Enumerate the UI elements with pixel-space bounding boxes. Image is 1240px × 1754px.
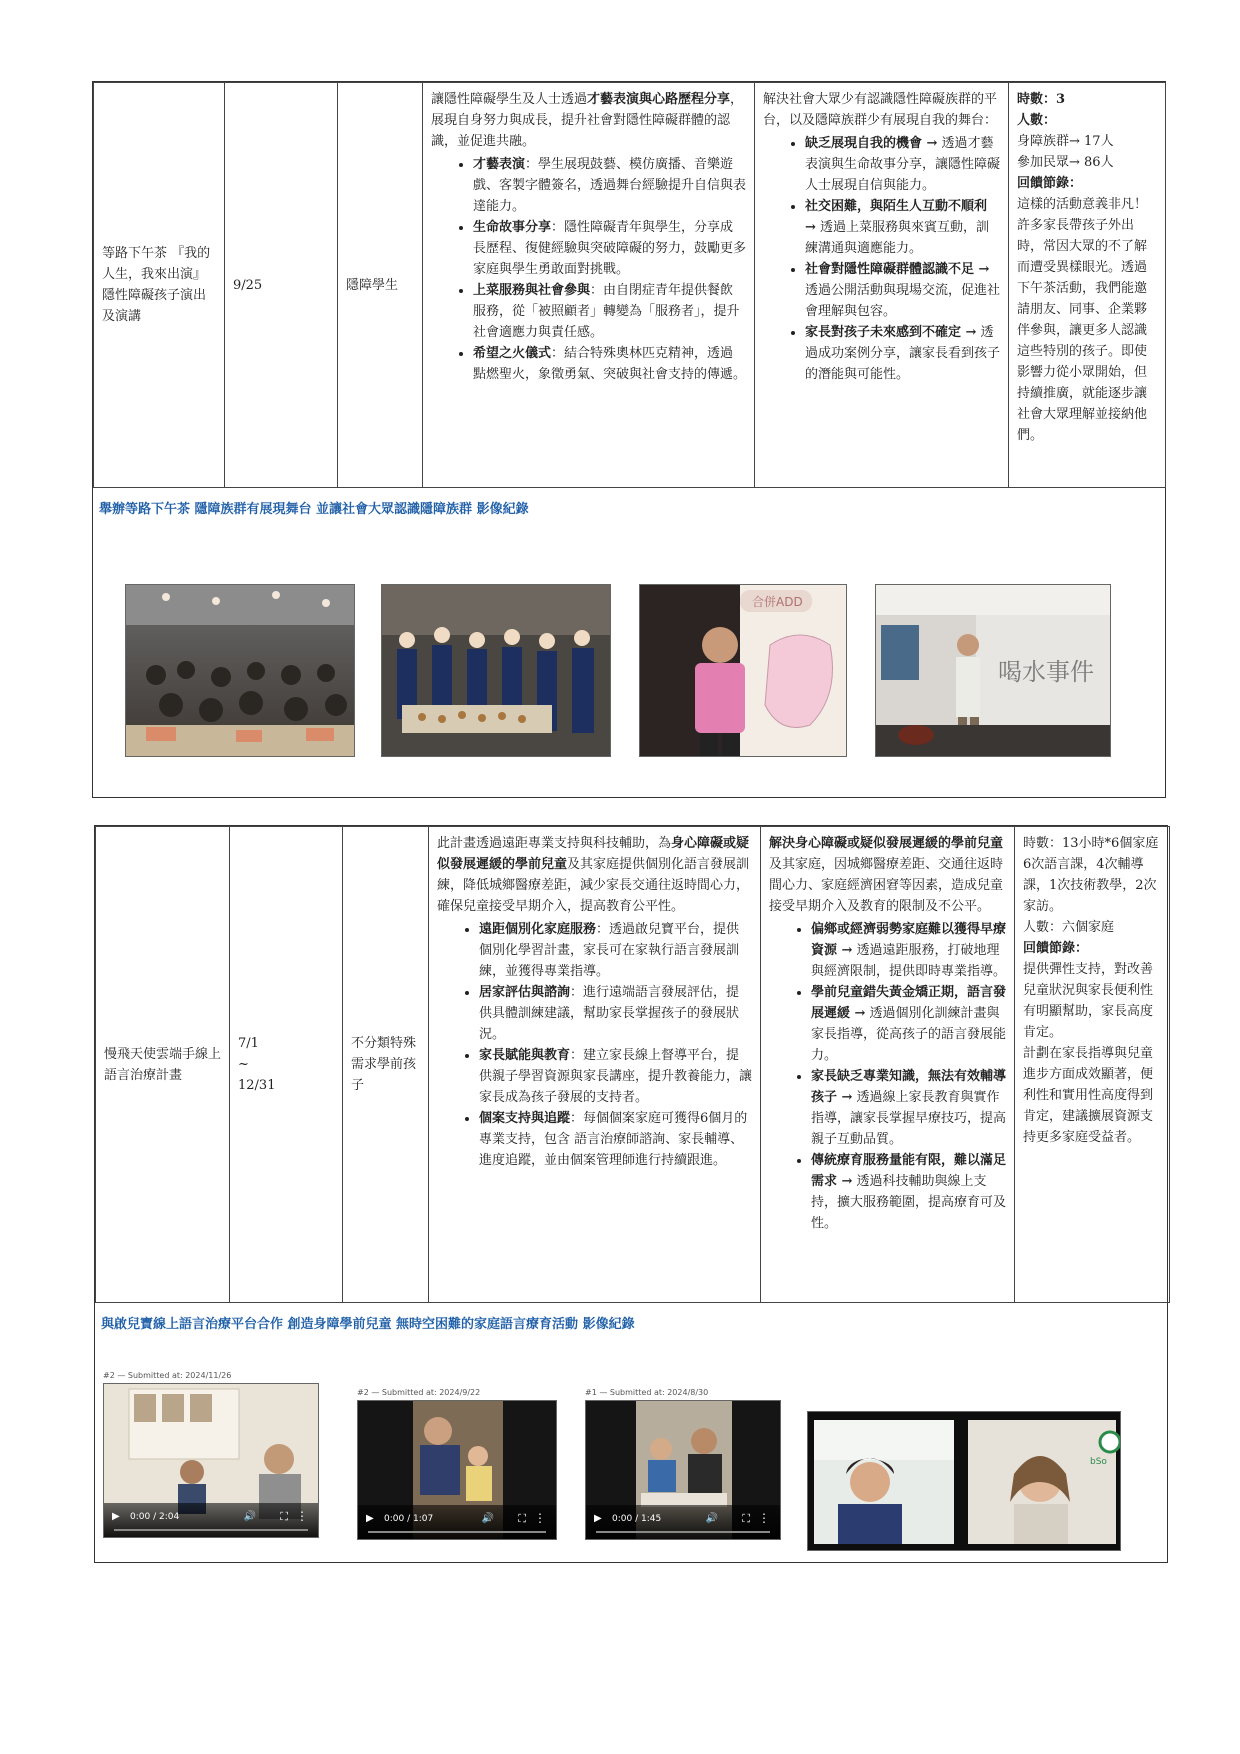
people-count-2: 參加民眾→ 86人 bbox=[1017, 155, 1114, 170]
service-team-photo bbox=[381, 584, 611, 757]
list-item: • 傳統療育服務量能有限，難以滿足需求 → 透過科技輔助與線上支持，擴大服務範圍，提高療育可及性。 bbox=[811, 1150, 1006, 1234]
crowd-photo bbox=[125, 584, 355, 757]
play-icon[interactable]: ▶ bbox=[112, 1511, 120, 1522]
activity-target: 不分類特殊需求學前孩子 bbox=[351, 1036, 417, 1093]
list-item: • 個案支持與追蹤：每個個案家庭可獲得6個月的專業支持，包含 語言治療師諮詢、家長輔導、進度追蹤，並由個案管理師進行持續跟進。 bbox=[479, 1108, 752, 1171]
feedback-label: 回饋節錄： bbox=[1017, 176, 1083, 191]
list-item: • 才藝表演：學生展現鼓藝、模仿廣播、音樂遊戲、客製字體簽名，透過舞台經驗提升自信與表達能力。 bbox=[473, 154, 746, 217]
problem-bullets bbox=[763, 133, 1000, 385]
list-item: • 家長賦能與教育：建立家長線上督導平台，提供親子學習資源與家長講座，提升教養能力，讓家長成為孩子發展的支持者。 bbox=[479, 1045, 752, 1108]
video-player[interactable] bbox=[357, 1400, 557, 1540]
activity-target: 隱障學生 bbox=[346, 277, 399, 293]
content-bullets bbox=[431, 154, 746, 385]
gallery-title-1: 舉辦等路下午茶 隱障族群有展現舞台 並讓社會大眾認識隱障族群 影像紀錄 bbox=[99, 502, 529, 517]
activity-table-2 bbox=[95, 826, 1170, 1303]
video-call-image bbox=[808, 1412, 1121, 1551]
feedback-text-1: 提供彈性支持，對改善兒童狀況與家長便利性有明顯幫助，家長高度肯定。 bbox=[1023, 962, 1154, 1040]
gallery-title-2: 與啟兒寶線上語言治療平台合作 創造身障學前兒童 無時空困難的家庭語言療育活動 影像紀錄 bbox=[101, 1317, 635, 1332]
girl-speech-image bbox=[640, 585, 847, 757]
problem-intro: 解決身心障礙或疑似發展遲緩的學前兒童及其家庭，因城鄉醫療差距、交通往返時間心力、家庭經濟困窘等因素，造成兒童接受早期介入及教育的限制及不公平。 bbox=[769, 836, 1004, 914]
activity-target-cell bbox=[343, 827, 429, 1303]
list-item: • 缺乏展現自我的機會 → 透過才藝表演與生命故事分享，讓隱性障礙人士展現自信與能力。 bbox=[805, 133, 1000, 196]
video-player[interactable] bbox=[585, 1400, 781, 1540]
play-icon[interactable]: ▶ bbox=[594, 1513, 602, 1524]
list-item: • 偏鄉或經濟弱勢家庭難以獲得早療資源 → 透過遠距服務，打破地理與經濟限制，提供即時專業指導。 bbox=[811, 919, 1006, 982]
service-team-image bbox=[382, 585, 611, 757]
video-time: 0:00 / 2:04 bbox=[130, 1512, 180, 1522]
activity-date-cell bbox=[225, 83, 338, 488]
hours-detail: 6次語言課，4次輔導課，1次技術教學，2次家訪。 bbox=[1023, 857, 1157, 914]
more-icon[interactable]: ⋮ bbox=[296, 1509, 308, 1523]
activity-content-cell bbox=[423, 83, 755, 488]
people-label: 人數：六個家庭 bbox=[1023, 920, 1115, 935]
table-row bbox=[94, 83, 1166, 488]
girl-speech-photo bbox=[639, 584, 847, 757]
table-row bbox=[96, 827, 1170, 1303]
video-progress-track[interactable] bbox=[596, 1531, 770, 1533]
slide-text: 喝水事件 bbox=[998, 658, 1094, 686]
list-item: • 生命故事分享：隱性障礙青年與學生，分享成長歷程、復健經驗與突破障礙的努力，鼓勵更多家庭與學生勇敢面對挑戰。 bbox=[473, 217, 746, 280]
video-controls bbox=[358, 1505, 556, 1539]
fullscreen-icon[interactable]: ⛶ bbox=[280, 1510, 288, 1523]
fullscreen-icon[interactable]: ⛶ bbox=[518, 1512, 526, 1525]
more-icon[interactable]: ⋮ bbox=[758, 1511, 770, 1525]
activity-date-from: 7/1 bbox=[238, 1036, 259, 1051]
volume-icon[interactable]: 🔊 bbox=[705, 1513, 718, 1524]
video-player[interactable] bbox=[103, 1383, 319, 1538]
fullscreen-icon[interactable]: ⛶ bbox=[742, 1512, 750, 1525]
logo-text: bSo bbox=[1090, 1457, 1107, 1467]
video-caption: #2 — Submitted at: 2024/9/22 bbox=[357, 1388, 481, 1397]
list-item: • 上菜服務與社會參與：由自閉症青年提供餐飲服務，從「被照顧者」轉變為「服務者」，提升社會適應力與責任感。 bbox=[473, 280, 746, 343]
activity-table-1 bbox=[93, 82, 1166, 488]
video-caption: #1 — Submitted at: 2024/8/30 bbox=[585, 1388, 709, 1397]
video-progress-track[interactable] bbox=[114, 1529, 308, 1531]
man-speech-image bbox=[876, 585, 1111, 757]
volume-icon[interactable]: 🔊 bbox=[481, 1513, 494, 1524]
problem-bullets bbox=[769, 919, 1006, 1234]
banner-text: 合併ADD bbox=[752, 595, 803, 609]
stats-cell bbox=[1015, 827, 1170, 1303]
problem-cell bbox=[761, 827, 1015, 1303]
list-item: • 社交困難，與陌生人互動不順利 → 透過上菜服務與來賓互動，訓練溝通與適應能力。 bbox=[805, 196, 1000, 259]
video-progress-track[interactable] bbox=[368, 1531, 546, 1533]
activity-name: 等路下午茶 『我的人生，我來出演』 隱性障礙孩子演出及演講 bbox=[102, 246, 211, 324]
activity-date-to: 12/31 bbox=[238, 1078, 276, 1093]
video-controls bbox=[104, 1503, 318, 1537]
activity-target-cell bbox=[338, 83, 423, 488]
list-item: • 學前兒童錯失黃金矯正期，語言發展遲緩 → 透過個別化訓練計畫與家長指導，從高孩子的語言發展能力。 bbox=[811, 982, 1006, 1066]
video-controls bbox=[586, 1505, 780, 1539]
list-item: • 家長缺乏專業知識，無法有效輔導孩子 → 透過線上家長教育與實作指導，讓家長掌握早療技巧，提高親子互動品質。 bbox=[811, 1066, 1006, 1150]
people-count-1: 身障族群→ 17人 bbox=[1017, 134, 1114, 149]
content-intro: 此計畫透過遠距專業支持與科技輔助，為身心障礙或疑似發展遲緩的學前兒童及其家庭提供個別化語言發展訓練，降低城鄉醫療差距，減少家長交通往返時間心力，確保兒童接受早期介入，提高教育公平性。 bbox=[437, 836, 750, 914]
feedback-label: 回饋節錄： bbox=[1023, 941, 1089, 956]
list-item: • 居家評估與諮詢：進行遠端語言發展評估，提供具體訓練建議，幫助家長掌握孩子的發展狀況。 bbox=[479, 982, 752, 1045]
volume-icon[interactable]: 🔊 bbox=[243, 1511, 256, 1522]
video-caption: #2 — Submitted at: 2024/11/26 bbox=[103, 1371, 232, 1380]
video-call-screenshot bbox=[807, 1411, 1121, 1551]
activity-name-cell bbox=[96, 827, 230, 1303]
feedback-text: 這樣的活動意義非凡！許多家長帶孩子外出時，常因大眾的不了解而遭受異樣眼光。透過下午茶活動，我們能邀請朋友、同事、企業夥伴參與，讓更多人認識這些特別的孩子。即使影響力從小眾開始，但持續推廣，就能逐步讓社會大眾理解並接納他們。 bbox=[1017, 197, 1148, 443]
list-item: • 希望之火儀式：結合特殊奧林匹克精神，透過點燃聖火，象徵勇氣、突破與社會支持的傳遞。 bbox=[473, 343, 746, 385]
more-icon[interactable]: ⋮ bbox=[534, 1511, 546, 1525]
activity-date-sep: ~ bbox=[238, 1057, 249, 1072]
stats-cell bbox=[1009, 83, 1166, 488]
people-label: 人數： bbox=[1017, 113, 1057, 128]
problem-intro: 解決社會大眾少有認識隱性障礙族群的平台，以及隱障族群少有展現自我的舞台： bbox=[763, 92, 998, 128]
activity-date-cell bbox=[230, 827, 343, 1303]
activity-content-cell bbox=[429, 827, 761, 1303]
hours-label: 時數：3 bbox=[1017, 92, 1066, 107]
problem-cell bbox=[755, 83, 1009, 488]
video-time: 0:00 / 1:45 bbox=[612, 1514, 662, 1524]
video-time: 0:00 / 1:07 bbox=[384, 1514, 434, 1524]
section-2-block bbox=[94, 825, 1168, 1563]
hours-label: 時數：13小時*6個家庭 bbox=[1023, 836, 1159, 851]
activity-date: 9/25 bbox=[233, 277, 263, 293]
section-1-block bbox=[92, 81, 1166, 798]
list-item: • 社會對隱性障礙群體認識不足 → 透過公開活動與現場交流，促進社會理解與包容。 bbox=[805, 259, 1000, 322]
content-intro: 讓隱性障礙學生及人士透過才藝表演與心路歷程分享，展現自身努力與成長，提升社會對隱性障礙群體的認識，並促進共融。 bbox=[431, 92, 744, 149]
list-item: • 家長對孩子未來感到不確定 → 透過成功案例分享，讓家長看到孩子的潛能與可能性。 bbox=[805, 322, 1000, 385]
man-speech-photo bbox=[875, 584, 1111, 757]
content-bullets bbox=[437, 919, 752, 1171]
activity-name: 慢飛天使雲端手線上語言治療計畫 bbox=[104, 1046, 222, 1083]
activity-name-cell bbox=[94, 83, 225, 488]
crowd-image bbox=[126, 585, 355, 757]
list-item: • 遠距個別化家庭服務：透過啟兒寶平台，提供個別化學習計畫，家長可在家執行語言發展訓練，並獲得專業指導。 bbox=[479, 919, 752, 982]
play-icon[interactable]: ▶ bbox=[366, 1513, 374, 1524]
feedback-text-2: 計劃在家長指導與兒童進步方面成效顯著，便利性和實用性高度得到肯定，建議擴展資源支持更多家庭受益者。 bbox=[1023, 1046, 1154, 1145]
